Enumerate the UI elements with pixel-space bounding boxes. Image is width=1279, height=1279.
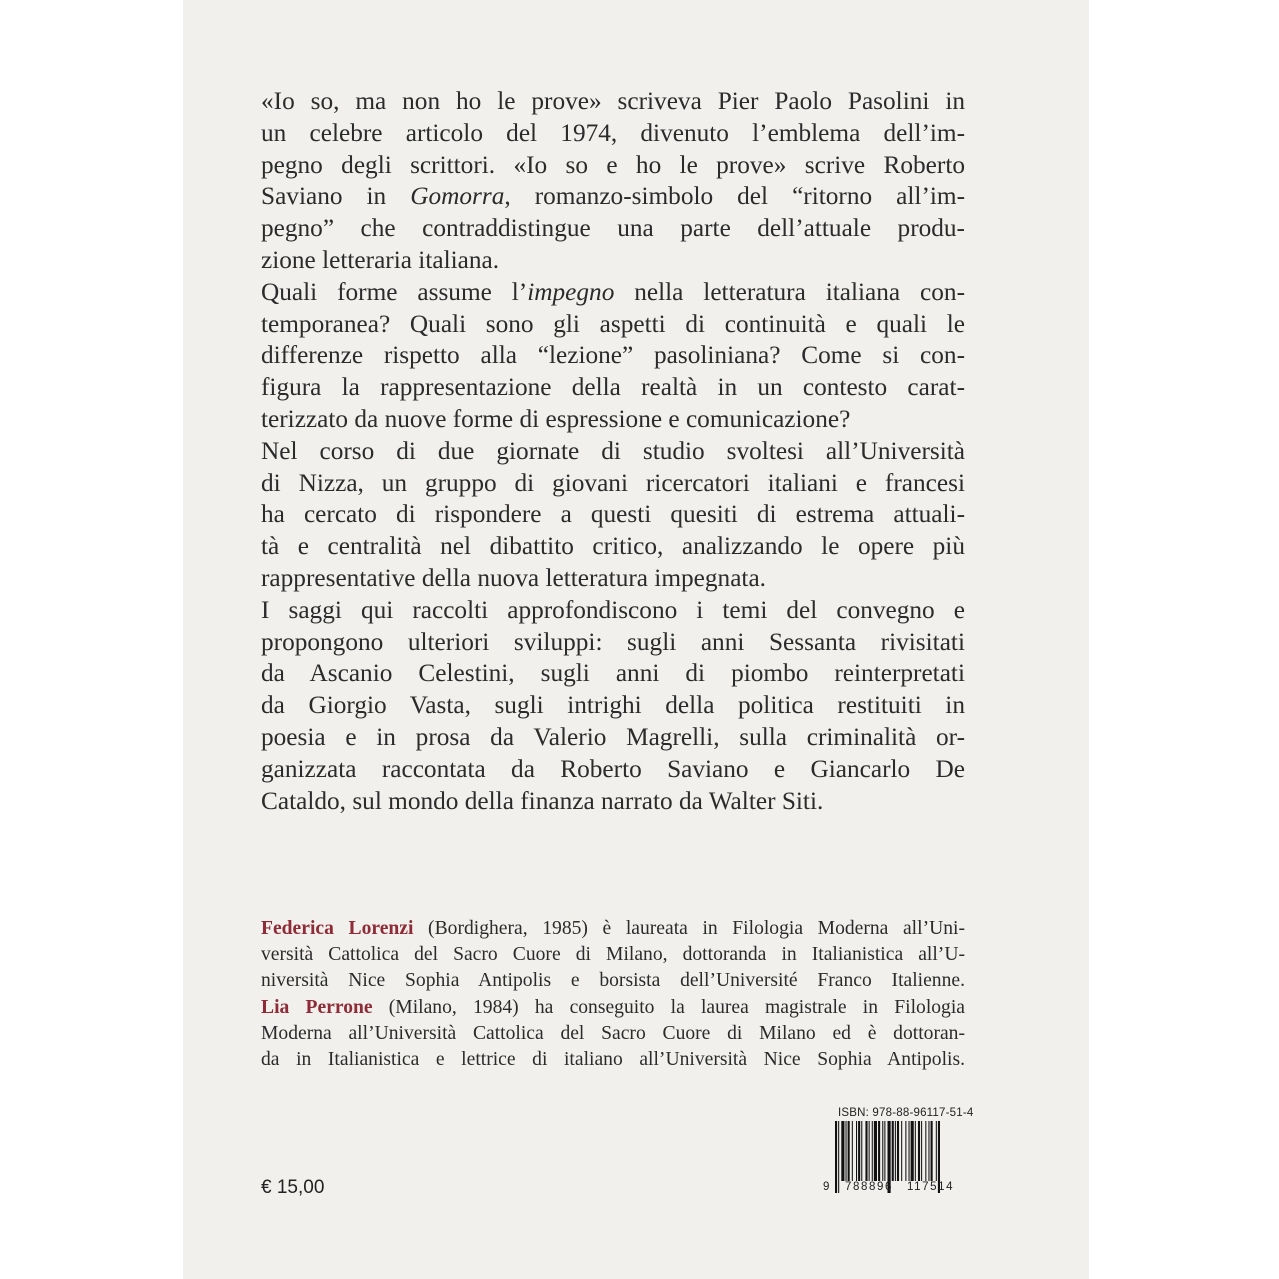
blurb-line: pegno” che contraddistingue una parte dell’attuale produ- [261, 214, 965, 243]
barcode-digit-lead: 9 [823, 1181, 830, 1193]
blurb-line: rappresentative della nuova letteratura impegnata. [261, 563, 766, 592]
book-back-cover [183, 0, 1089, 1279]
blurb-line: da Giorgio Vasta, sugli intrighi della politica restituiti in [261, 691, 965, 720]
blurb-line: poesia e in prosa da Valerio Magrelli, sulla criminalità or- [261, 722, 965, 751]
bio-line: Lia Perrone (Milano, 1984) ha conseguito la laurea magistrale in Filologia [261, 996, 965, 1018]
blurb-line: Saviano in Gomorra, romanzo-simbolo del “ritorno all’im- [261, 182, 965, 211]
blurb-line: Quali forme assume l’impegno nella letteratura italiana con- [261, 277, 966, 306]
blurb-line: pegno degli scrittori. «Io so e ho le prove» scrive Roberto [261, 150, 965, 179]
blurb-line: ganizzata raccontata da Roberto Saviano e Giancarlo De [261, 754, 965, 783]
blurb-line: tà e centralità nel dibattito critico, analizzando le opere più [261, 532, 965, 561]
blurb-line: terizzato da nuove forme di espressione e comunicazione? [261, 404, 851, 433]
blurb-line: Cataldo, sul mondo della finanza narrato da Walter Siti. [261, 786, 824, 815]
blurb-line: figura la rappresentazione della realtà in un contesto carat- [261, 373, 965, 402]
blurb-line: differenze rispetto alla “lezione” pasoliniana? Come si con- [261, 341, 965, 370]
blurb-text [261, 86, 965, 817]
barcode-digits-right: 117514 [907, 1181, 955, 1193]
barcode-digits-left: 788896 [845, 1181, 893, 1193]
author-name-lia-perrone: Lia Perrone [261, 996, 373, 1018]
author-name-federica-lorenzi: Federica Lorenzi [261, 918, 414, 939]
blurb-line: Nel corso di due giornate di studio svoltesi all’Università [261, 436, 965, 465]
blurb-line: «Io so, ma non ho le prove» scriveva Pier Paolo Pasolini in [261, 87, 965, 115]
bio-line: niversità Nice Sophia Antipolis e borsista dell’Université Franco Italienne. [261, 970, 965, 992]
blurb-line: di Nizza, un gruppo di giovani ricercatori italiani e francesi [261, 468, 965, 497]
blurb-line: ha cercato di rispondere a questi quesiti di estrema attuali- [261, 500, 965, 529]
blurb-line: zione letteraria italiana. [261, 245, 500, 274]
blurb-line: da Ascanio Celestini, sugli anni di piombo reinterpretati [261, 659, 965, 688]
blurb-line: I saggi qui raccolti approfondiscono i temi del convegno e [261, 595, 965, 624]
bio-line: Federica Lorenzi (Bordighera, 1985) è laureata in Filologia Moderna all’Uni- [261, 918, 966, 939]
bio-line: versità Cattolica del Sacro Cuore di Milano, dottoranda in Italianistica all’U- [261, 944, 965, 966]
blurb-line: temporanea? Quali sono gli aspetti di continuità e quali le [261, 309, 965, 338]
bio-line: Moderna all’Università Cattolica del Sacro Cuore di Milano ed è dottoran- [261, 1022, 965, 1044]
price-label: € 15,00 [261, 1177, 325, 1198]
blurb-line: un celebre articolo del 1974, divenuto l’emblema dell’im- [261, 118, 965, 147]
italic-term: impegno [527, 277, 615, 306]
italic-term: Gomorra [410, 182, 505, 211]
bio-line: da in Italianistica e lettrice di italiano all’Università Nice Sophia Antipolis. [261, 1049, 965, 1071]
author-bios [261, 916, 965, 1073]
blurb-line: propongono ulteriori sviluppi: sugli anni Sessanta rivisitati [261, 627, 965, 656]
isbn-label: ISBN: 978-88-96117-51-4 [838, 1107, 974, 1119]
